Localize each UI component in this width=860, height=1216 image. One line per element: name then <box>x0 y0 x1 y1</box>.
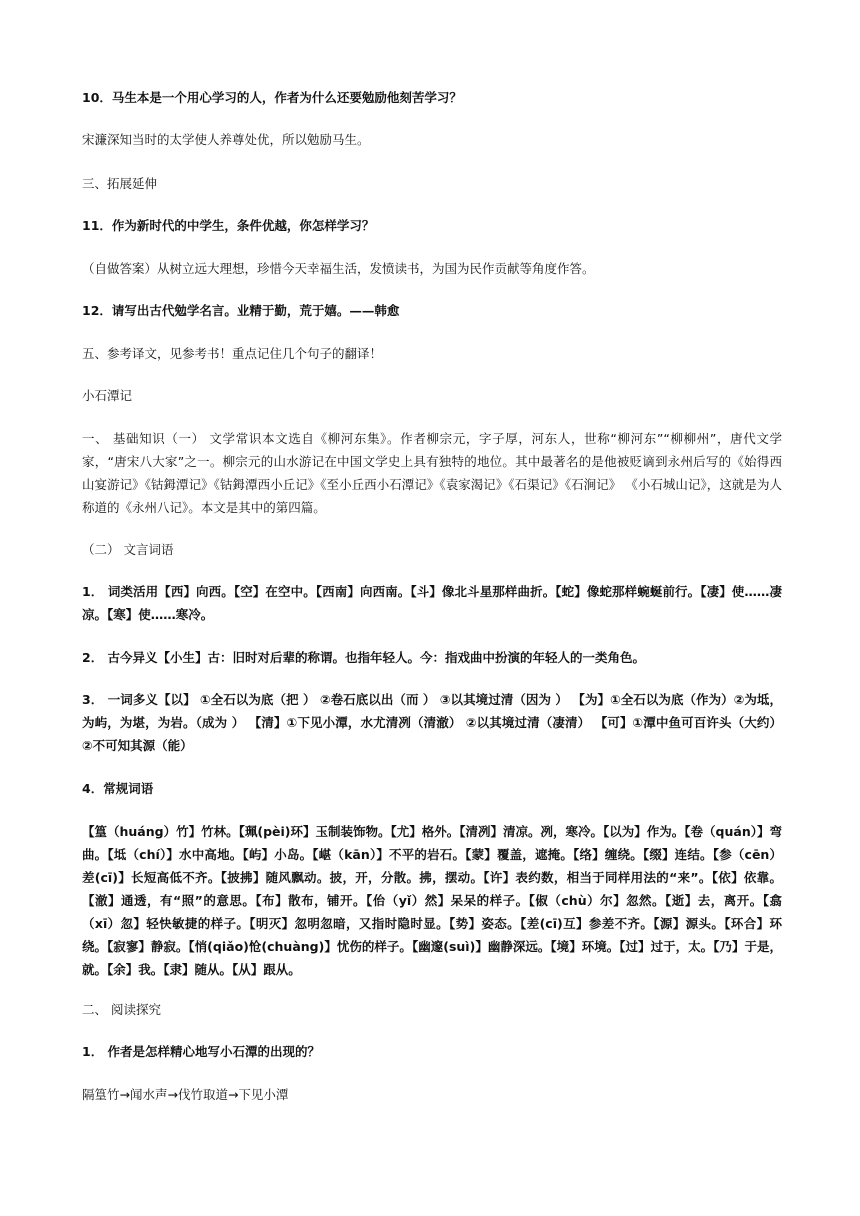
basics-paragraph: 一、 基础知识（一） 文学常识本文选自《柳河东集》。作者柳宗元，字子厚，河东人，世称“柳河东”“柳柳州”，唐代文学家，“唐宋八大家”之一。柳宗元的山水游记在中国文学史上具有独特的地位。其中最著名的是他被贬谪到永州后写的《始得西山宴游记》《钴鉧潭记》《钴鉧潭西小丘记》《至小丘西小石潭记》《袁家渴记》《石渠记》《石涧记》 《小石城山记》，这就是为人称道的《永州八记》。本文是其中的第四篇。 <box>82 431 782 515</box>
subsection-heading-2: （二） 文言词语 <box>82 542 174 557</box>
answer-11: （自做答案）从树立远大理想，珍惜今天幸福生活，发愤读书，为国为民作贡献等角度作答。 <box>82 261 595 276</box>
vocabulary-paragraph: 【篁（huáng）竹】竹林。【珮(pèi)环】玉制装饰物。【尤】格外。【清冽】清凉。冽，寒冷。【以为】作为。【卷（quán）】弯曲。【坻（chí）】水中高地。【屿】小岛。【嵁（kān）】不平的岩石。【蒙】覆盖，遮掩。【络】缠绕。【缀】连结。【参（cēn）差(cī)】长短高低不齐。【披拂】随风飘动。披，开，分散。拂，摆动。【许】表约数，相当于同样用法的“来”。【依】依靠。【澈】通透，有“照”的意思。【布】散布，铺开。【佁（yǐ）然】呆呆的样子。【俶（chù）尔】忽然。【逝】去，离开。【翕（xī）忽】轻快敏捷的样子。【明灭】忽明忽暗，又指时隐时显。【势】姿态。【差(cī)互】参差不齐。【源】源头。【环合】环绕。【寂寥】静寂。【悄(qiǎo)怆(chuàng)】忧伤的样子。【幽邃(suì)】幽静深远。【境】环境。【过】过于，太。【乃】于是，就。【余】我。【隶】随从。【从】跟从。 <box>82 824 782 977</box>
section-heading-5: 五、参考译文，见参考书！重点记住几个句子的翻译！ <box>82 346 383 361</box>
question-10: 10．马生本是一个用心学习的人，作者为什么还要勉励他刻苦学习？ <box>82 90 462 105</box>
item-2-ancient-modern: 2． 古今异义【小生】古：旧时对后辈的称谓。也指年轻人。今：指戏曲中扮演的年轻人的一类角色。 <box>82 650 646 665</box>
item-3-polysemy: 3． 一词多义【以】 ①全石以为底（把 ） ②卷石底以出（而 ） ③以其境过清（因为 ） 【为】①全石以为底（作为）②为坻，为屿，为堪，为岩。（成为 ） 【清】①下见小潭，水尤清冽（清澈） ②以其境过清（凄清） 【可】①潭中鱼可百许头（大约） ②不可知其源（能） <box>82 692 782 753</box>
answer-1: 隔篁竹→闻水声→伐竹取道→下见小潭 <box>82 1087 289 1102</box>
item-4-heading: 4．常规词语 <box>82 781 154 796</box>
lesson-title: 小石潭记 <box>82 388 133 403</box>
question-1: 1． 作者是怎样精心地写小石潭的出现的？ <box>82 1044 321 1059</box>
question-12: 12．请写出古代勉学名言。业精于勤，荒于嬉。——韩愈 <box>82 303 400 318</box>
answer-10: 宋濂深知当时的太学使人养尊处优，所以勉励马生。 <box>82 132 370 147</box>
item-1-word-class: 1． 词类活用【西】向西。【空】在空中。【西南】向西南。【斗】像北斗星那样曲折。【蛇】像蛇那样蜿蜒前行。【凄】使……凄凉。【寒】使……寒冷。 <box>82 584 782 622</box>
section-heading-2: 二、 阅读探究 <box>82 1002 161 1017</box>
question-11: 11．作为新时代的中学生，条件优越，你怎样学习？ <box>82 218 375 233</box>
section-heading-3: 三、拓展延伸 <box>82 176 158 191</box>
